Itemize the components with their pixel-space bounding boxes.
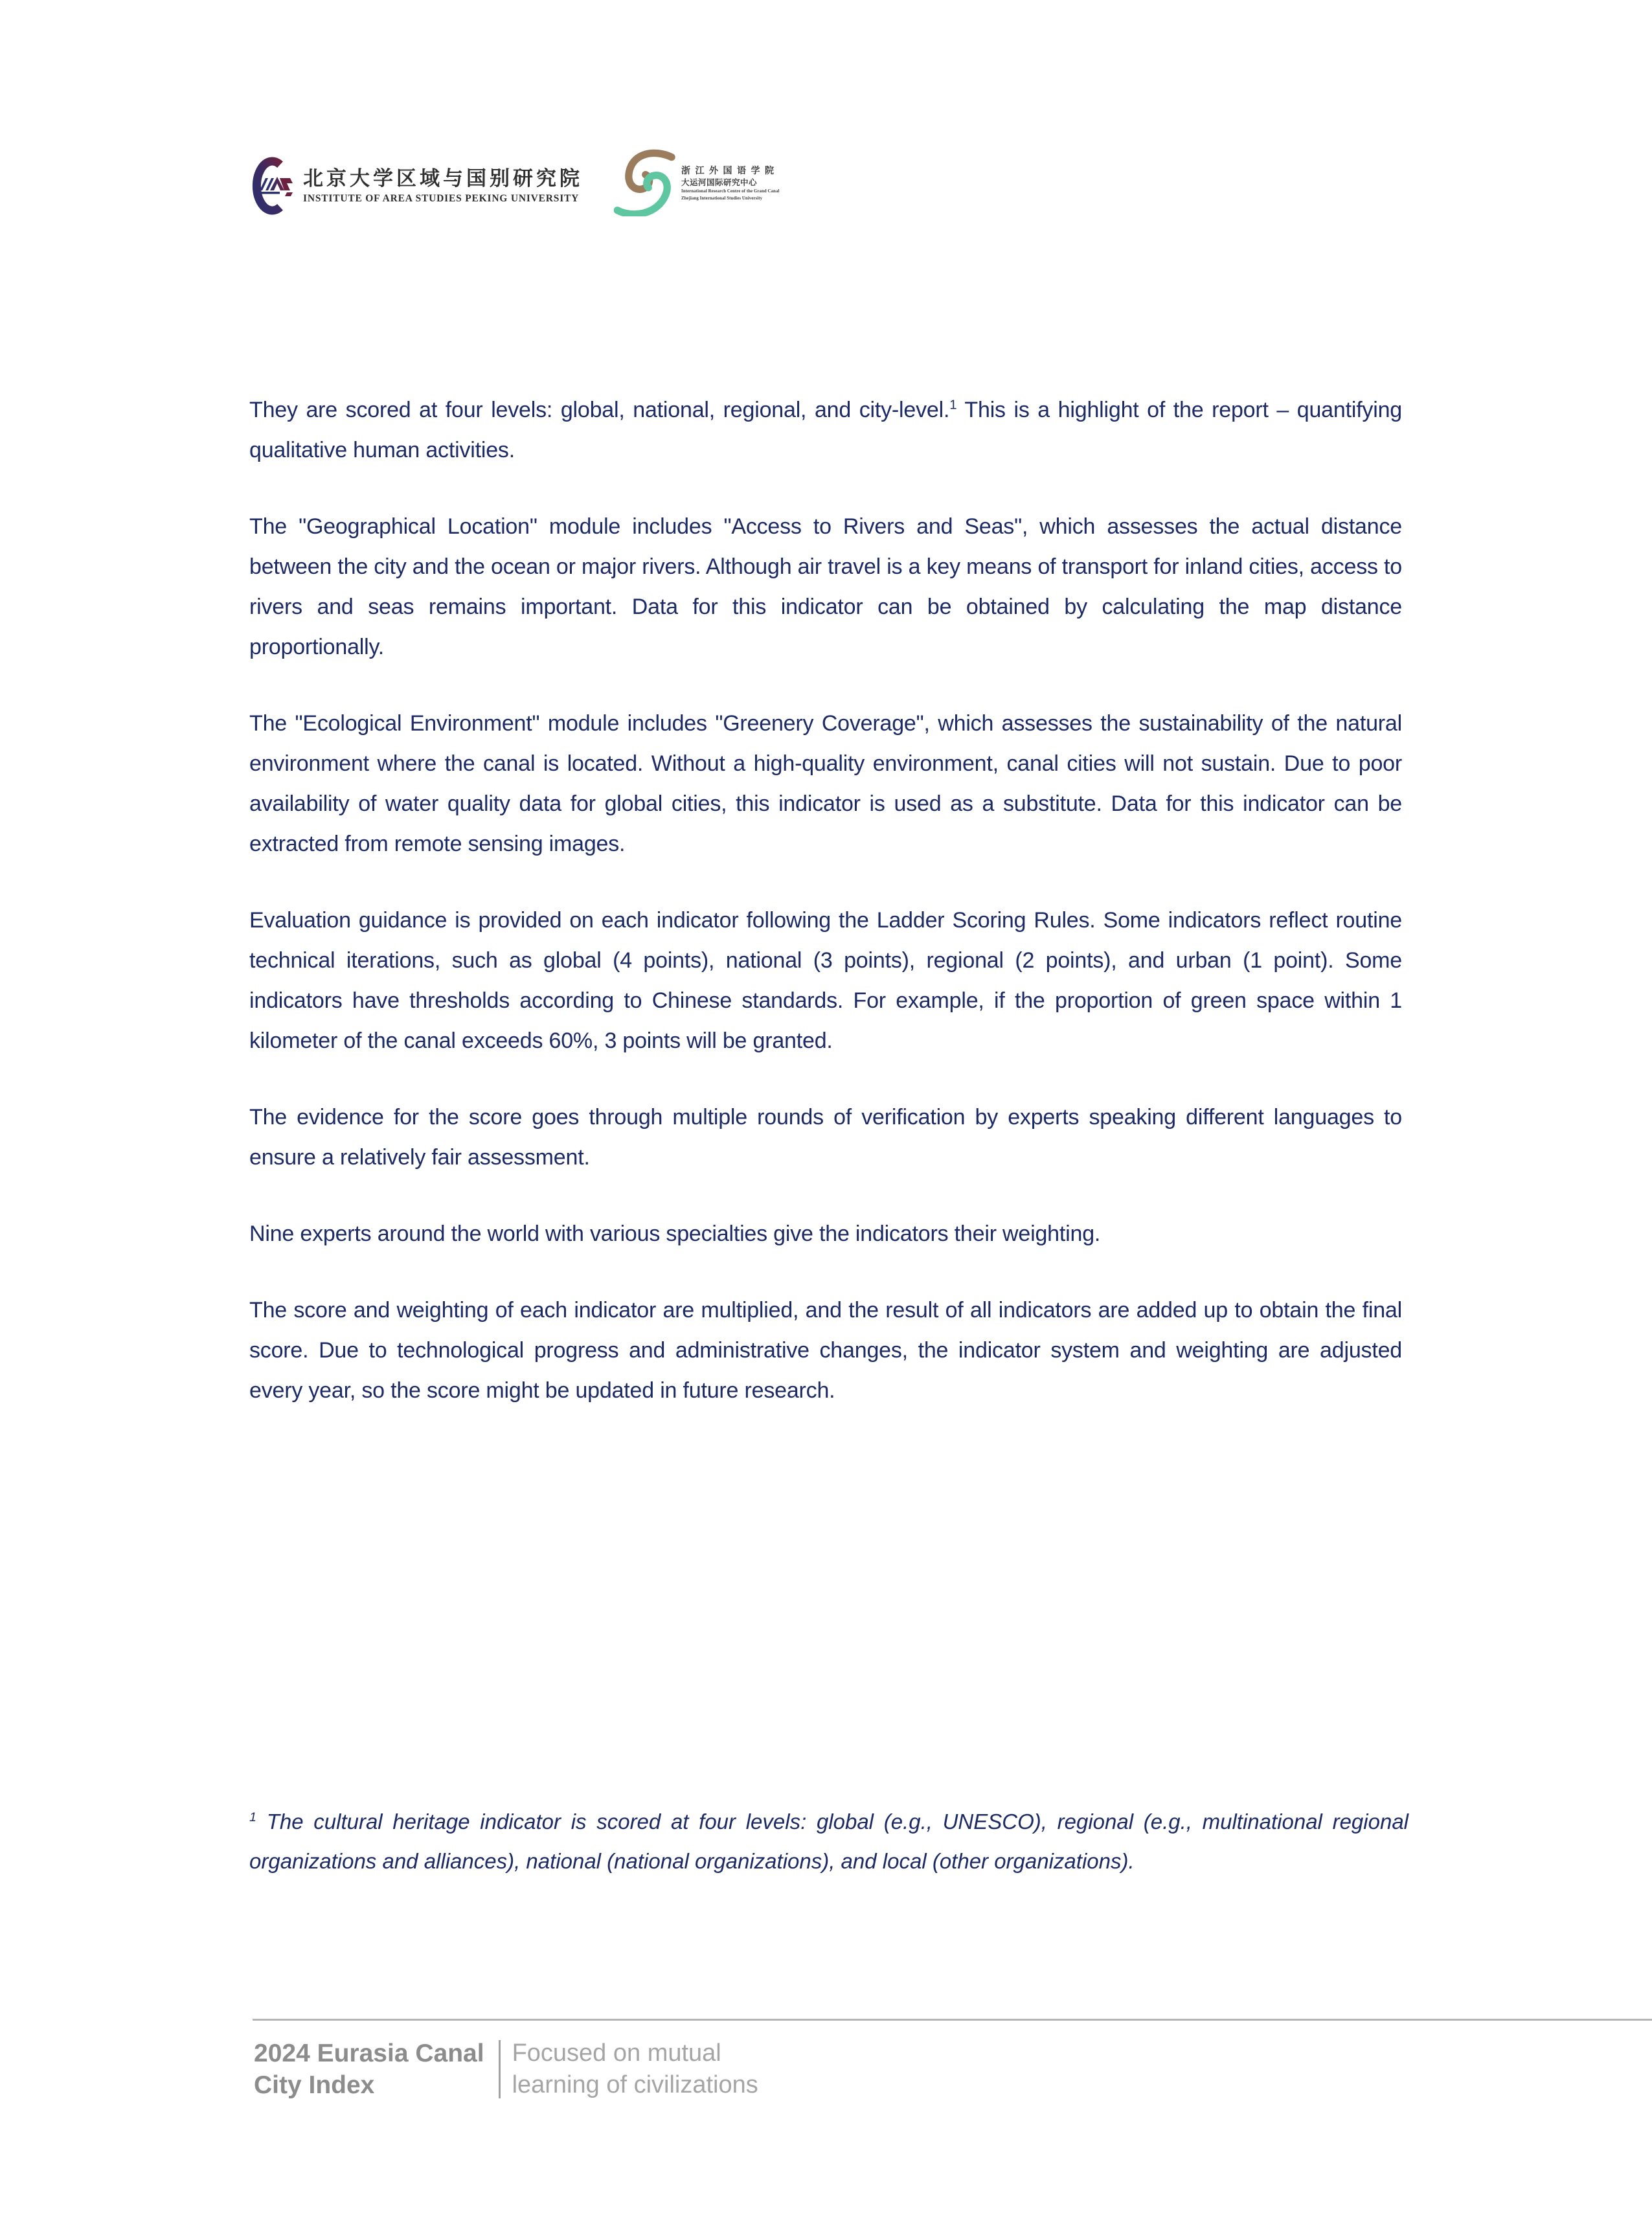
paragraph-1-pre: They are scored at four levels: global, national, regional, and city-level.: [249, 398, 950, 422]
pku-ias-logo-text: [303, 168, 583, 205]
pku-ias-subtitle-en: INSTITUTE OF AREA STUDIES PEKING UNIVERSITY: [303, 192, 580, 204]
footer-divider: [499, 2040, 501, 2098]
zisu-subtitle-en-line1: International Research Centre of the Grand Canal: [681, 189, 780, 194]
report-title-line2: City Index: [254, 2071, 375, 2099]
footer-rule: [253, 2019, 1652, 2021]
pku-ias-title-cn: 北京大学区域与国别研究院: [303, 166, 583, 190]
footer-tagline-line1: Focused on mutual: [512, 2039, 721, 2067]
zisu-grand-canal-logo-icon: [614, 148, 676, 216]
footer-tagline: [512, 2038, 758, 2101]
paragraph-1: [249, 390, 1402, 470]
paragraph-1-post: This is a highlight of the report – quantifying qualitative human activities.: [249, 398, 1403, 462]
paragraph-4: Evaluation guidance is provided on each indicator following the Ladder Scoring Rules. Some indicators reflect routine technical iterations, such as global (4 points), national (3 points), regional (2 points), and urban (1 point). Some indicators have thresholds according to Chinese standards. For example, if the proportion of green space within 1 kilometer of the canal exceeds 60%, 3 points will be granted.: [249, 908, 1402, 1053]
zisu-title-cn-line1: 浙 江 外 国 语 学 院: [681, 166, 775, 176]
footnote-text: The cultural heritage indicator is scored at four levels: global (e.g., UNESCO), regional (e.g., multinational regional organizations and alliances), national (national organizations), and local (other organizations).: [249, 1810, 1409, 1873]
footnote-reference-1: 1: [949, 398, 957, 413]
zisu-grand-canal-logo: [614, 148, 779, 216]
body-text: [249, 390, 1402, 1447]
paragraph-2: The "Geographical Location" module includes "Access to Rivers and Seas", which assesses the actual distance between the city and the ocean or major rivers. Although air travel is a key means of transport for inland cities, access to rivers and seas remains important. Data for this indicator can be obtained by calculating the map distance proportionally.: [249, 514, 1402, 659]
pku-ias-logo: [251, 155, 583, 216]
zisu-logo-text: [681, 166, 779, 201]
footer: [254, 2038, 758, 2101]
zisu-subtitle-en-line2: Zhejiang International Studies University: [681, 196, 763, 201]
footnote-marker: 1: [249, 1810, 257, 1824]
report-title-line1: 2024 Eurasia Canal: [254, 2039, 484, 2067]
paragraph-6: Nine experts around the world with various specialties give the indicators their weighting.: [249, 1221, 1101, 1246]
paragraph-7: The score and weighting of each indicator are multiplied, and the result of all indicators are added up to obtain the final score. Due to technological progress and administrative changes, the indicator system and weighting are adjusted every year, so the score might be updated in future research.: [249, 1298, 1402, 1403]
report-title: [254, 2038, 484, 2101]
zisu-title-cn-line2: 大运河国际研究中心: [681, 178, 758, 187]
footnote: [249, 1802, 1409, 1881]
paragraph-5: The evidence for the score goes through multiple rounds of verification by experts speaking different languages to ensure a relatively fair assessment.: [249, 1105, 1402, 1170]
paragraph-3: The "Ecological Environment" module includes "Greenery Coverage", which assesses the sustainability of the natural environment where the canal is located. Without a high-quality environment, canal cities will not sustain. Due to poor availability of water quality data for global cities, this indicator is used as a substitute. Data for this indicator can be extracted from remote sensing images.: [249, 711, 1402, 856]
pku-ias-logo-icon: [251, 155, 294, 216]
footer-tagline-line2: learning of civilizations: [512, 2071, 758, 2098]
